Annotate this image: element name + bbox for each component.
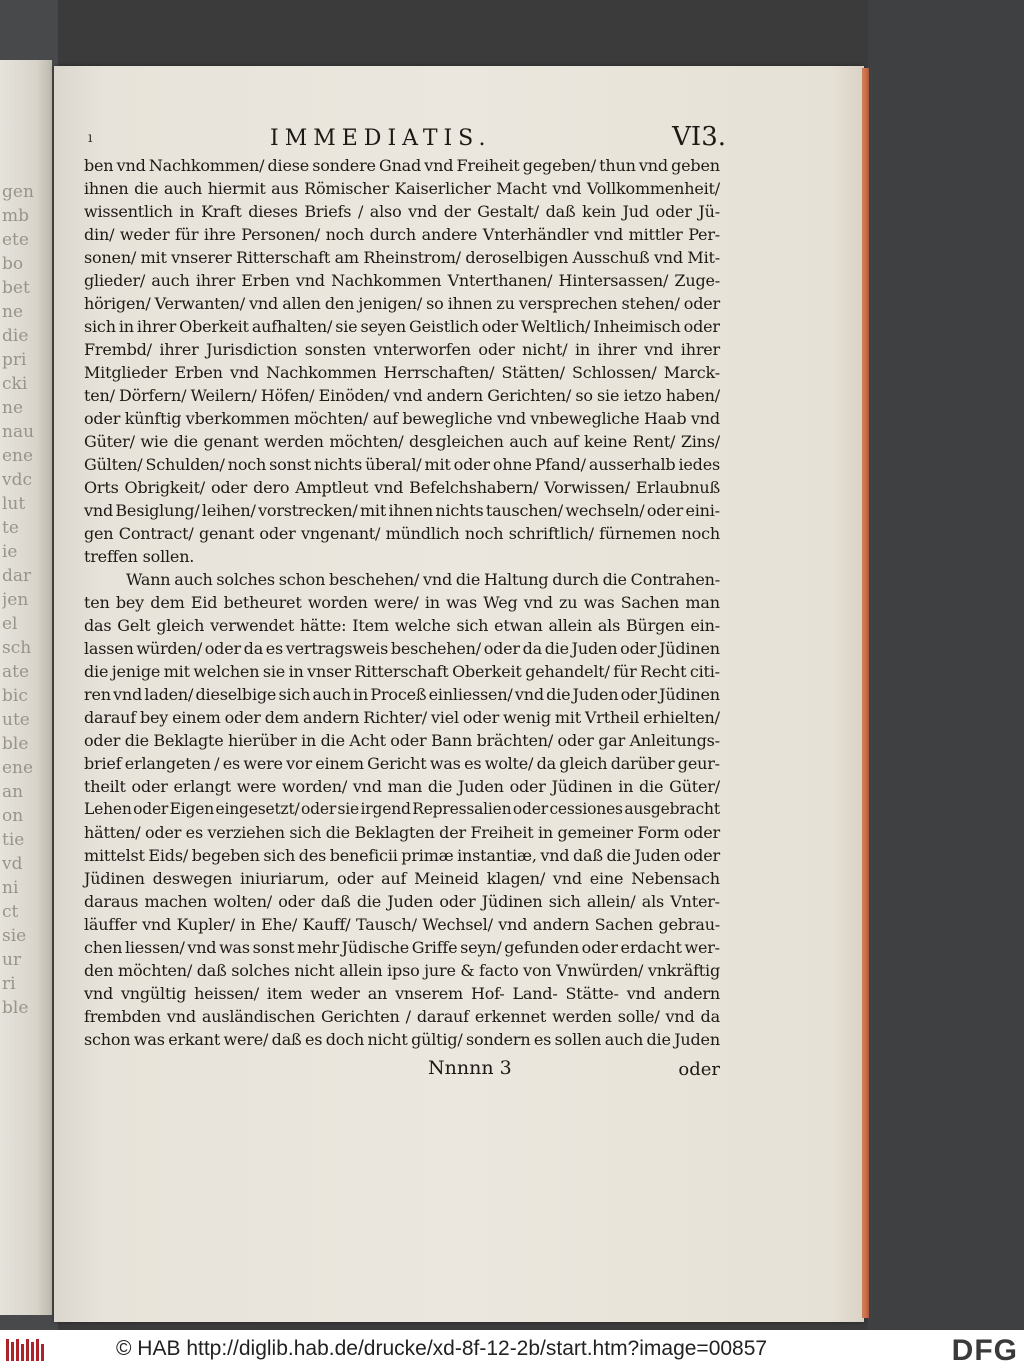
text-line: Frembd/ ihrer Jurisdiction sonsten vnterworfen oder nicht/ in ihrer vnd ihrer — [84, 340, 720, 359]
text-line: ben vnd Nachkommen/ diese sondere Gnad vnd Freiheit gegeben/ thun vnd geben — [84, 156, 720, 175]
text-line: vnd Besiglung/ leihen/ vorstrecken/ mit ihnen nichts tauschen/ wechseln/ oder eini- — [84, 501, 720, 520]
text-line: schon was erkant were/ daß es doch nicht gültig/ sondern es sollen auch die Juden — [84, 1030, 720, 1049]
folio-number: VI3. — [672, 122, 726, 152]
text-line: gen Contract/ genant oder vngenant/ mündlich noch schriftlich/ fürnemen noch — [84, 524, 720, 543]
viewer-right-margin — [868, 0, 1024, 1330]
dfg-logo: DFG — [951, 1334, 1018, 1367]
text-line: hörigen/ Verwanten/ vnd allen den jenigen/ so ihnen zu versprechen stehen/ oder — [84, 294, 720, 313]
catchword: oder — [678, 1059, 720, 1080]
text-line: darauf bey einem oder dem andern Richter/ viel oder wenig mit Vrtheil erhielten/ — [84, 708, 720, 727]
text-line: das Gelt gleich verwendet hätte: Item welche sich etwan allein als Bürgen ein- — [84, 616, 720, 635]
copyright-url[interactable]: © HAB http://diglib.hab.de/drucke/xd-8f-12-2b/start.htm?image=00857 — [116, 1337, 768, 1360]
text-line: chen liessen/ vnd was sonst mehr Jüdische Griffe seyn/ gefunden oder erdacht wer- — [84, 938, 720, 957]
text-line: theilt oder erlangt were worden/ vnd man die Juden oder Jüdinen in die Güter/ — [84, 777, 720, 796]
text-line: glieder/ auch ihrer Erben vnd Nachkommen Vnterthanen/ Hintersassen/ Zuge- — [84, 271, 720, 290]
running-head — [84, 118, 726, 154]
page-text-block — [84, 118, 726, 1081]
text-line: oder die Beklagte hierüber in die Acht oder Bann brächten/ oder gar Anleitungs- — [84, 731, 720, 750]
text-line: din/ weder für ihre Personen/ noch durch andere Vnterhändler vnd mittler Per- — [84, 225, 720, 244]
text-line: Güter/ wie die genant werden möchten/ desgleichen auch auf keine Rent/ Zins/ — [84, 432, 720, 451]
ghost-text: gen mb ete bo bet ne die pri cki ne nau ene vdc lut te ie dar jen el sch ate bic ute ble ene an on tie vd ni ct sie ur ri ble — [2, 182, 35, 1018]
text-line: Orts Obrigkeit/ oder dero Amptleut vnd Befelchshabern/ Vorwissen/ Erlaubnuß — [84, 478, 720, 497]
text-line: läuffer vnd Kupler/ in Ehe/ Kauff/ Tausch/ Wechsel/ vnd andern Sachen gebrau- — [84, 915, 720, 934]
footer-bar — [0, 1330, 1024, 1370]
page-fore-edge — [862, 68, 869, 1318]
text-line: Lehen oder Eigen eingesetzt/ oder sie irgend Repressalien oder cessiones ausgebracht — [84, 800, 720, 818]
text-line: Gülten/ Schulden/ noch sonst nichts überal/ mit oder ohne Pfand/ ausserhalb iedes — [84, 455, 720, 474]
text-line: frembden vnd ausländischen Gerichten / darauf erkennet werden solle/ vnd da — [84, 1007, 720, 1026]
text-line: Mitglieder Erben vnd Nachkommen Herrschaften/ Stätten/ Schlossen/ Marck- — [84, 363, 720, 382]
text-line: Jüdinen deswegen iniuriarum, oder auf Meineid klagen/ vnd eine Nebensach — [84, 869, 720, 888]
text-line: wissentlich in Kraft dieses Briefs / also vnd der Gestalt/ daß kein Jud oder Jü- — [84, 202, 720, 221]
page-foot — [84, 1053, 720, 1081]
text-line: den möchten/ daß solches nicht allein ipso jure & facto von Vnwürden/ vnkräftig — [84, 961, 720, 980]
running-head-title: IMMEDIATIS. — [270, 126, 492, 151]
previous-page-edge — [0, 60, 52, 1315]
text-line: oder künftig vberkommen möchten/ auf bewegliche vnd vnbewegliche Haab vnd — [84, 409, 720, 428]
text-line: lassen würden/ oder da es vertragsweis beschehen/ oder da die Juden oder Jüdinen — [84, 639, 720, 658]
text-line: ihnen die auch hiermit aus Römischer Kaiserlicher Macht vnd Vollkommenheit/ — [84, 179, 720, 198]
text-line: ren vnd laden/ dieselbige sich auch in Proceß einliessen/ vnd die Juden oder Jüdinen — [84, 685, 720, 704]
text-line: hätten/ oder es verziehen sich die Beklagten der Freiheit in gemeiner Form oder — [84, 823, 720, 842]
text-line: sonen/ mit vnserer Ritterschaft am Rheinstrom/ deroselbigen Ausschuß vnd Mit- — [84, 248, 720, 267]
text-line: mittelst Eids/ begeben sich des beneficii primæ instantiæ, vnd daß die Juden oder — [84, 846, 720, 865]
text-line: daraus machen wolten/ oder daß die Juden oder Jüdinen sich allein/ als Vnter- — [84, 892, 720, 911]
signature-mark: Nnnnn 3 — [428, 1057, 512, 1079]
text-line: ten/ Dörfern/ Weilern/ Höfen/ Einöden/ vnd andern Gerichten/ so sie ietzo haben/ — [84, 386, 720, 405]
text-line: die jenige mit welchen sie in vnser Ritterschaft Oberkeit gehandelt/ für Recht citi- — [84, 662, 720, 681]
text-line: treffen sollen. — [84, 547, 195, 566]
head-mark: ı — [88, 130, 93, 146]
body-text — [84, 154, 720, 1051]
text-line: Wann auch solches schon beschehen/ vnd die Haltung durch die Contrahen- — [126, 570, 720, 589]
text-line: vnd vngültig heissen/ item weder an vnserem Hof- Land- Stätte- vnd andern — [84, 984, 720, 1003]
text-line: ten bey dem Eid betheuret worden were/ in was Weg vnd zu was Sachen man — [84, 593, 720, 612]
text-line: sich in ihrer Oberkeit aufhalten/ sie seyen Geistlich oder Weltlich/ Inheimisch oder — [84, 317, 720, 336]
hab-logo-icon — [4, 1336, 48, 1364]
text-line: brief erlangeten / es were vor einem Gericht was es wolte/ da gleich darüber geur- — [84, 754, 720, 773]
